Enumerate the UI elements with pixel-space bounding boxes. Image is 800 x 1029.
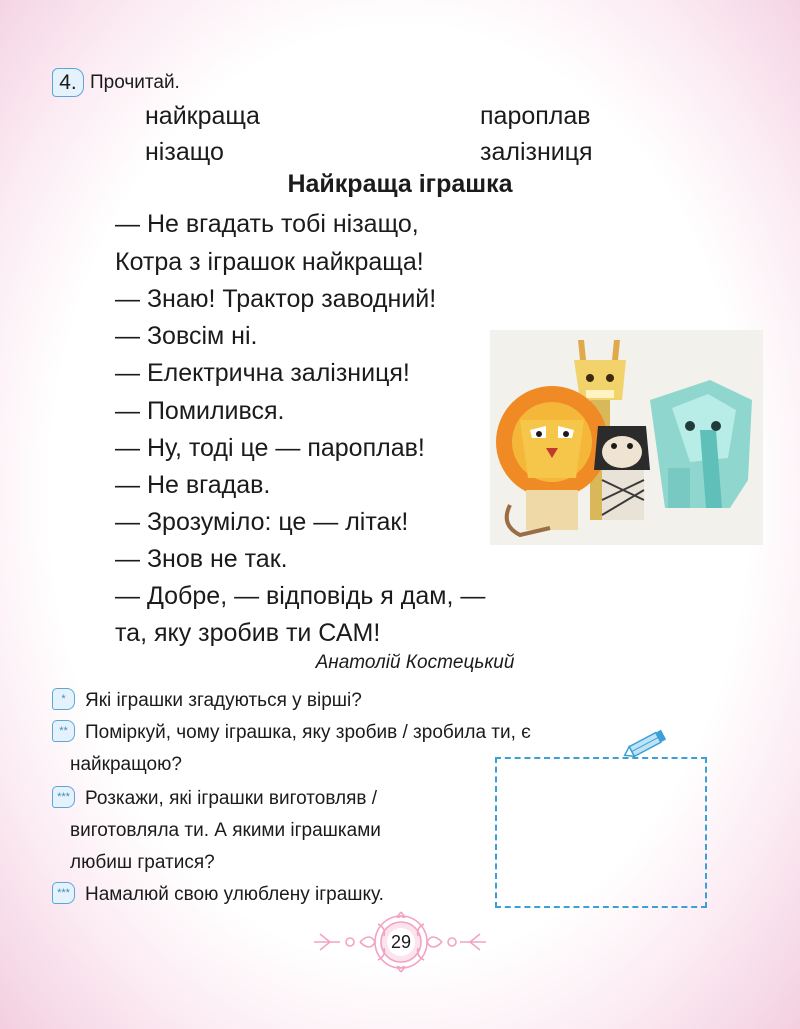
poem-line: — Помилився. xyxy=(115,397,285,425)
difficulty-stars-icon: *** xyxy=(52,786,75,808)
poem-line: — Знаю! Трактор заводний! xyxy=(115,285,437,313)
word-4: залізниця xyxy=(480,138,593,166)
question-2-line-1: Поміркуй, чому іграшка, яку зробив / зробила ти, є xyxy=(85,722,531,743)
question-3-line-1: Розкажи, які іграшки виготовляв / xyxy=(85,788,378,809)
word-3: нізащо xyxy=(145,138,224,166)
task-instruction: Прочитай. xyxy=(90,72,180,93)
monkey-toy xyxy=(594,426,650,520)
question-2-line-2: найкращою? xyxy=(70,754,182,775)
page-number: 29 xyxy=(387,928,415,956)
question-3-line-2: виготовляла ти. А якими іграшками xyxy=(70,820,381,841)
question-1: Які іграшки згадуються у вірші? xyxy=(85,690,362,711)
page-number-ornament xyxy=(300,910,500,982)
poem-title: Найкраща іграшка xyxy=(287,170,513,198)
drawing-area[interactable] xyxy=(495,757,707,908)
pencil-icon xyxy=(622,728,672,760)
poem-line: — Зрозуміло: це — літак! xyxy=(115,508,409,536)
difficulty-stars-icon: *** xyxy=(52,882,75,904)
poem-line: — Електрична залізниця! xyxy=(115,359,410,387)
task-number: 4. xyxy=(59,70,77,94)
poem-line: — Добре, — відповідь я дам, — xyxy=(115,582,486,610)
word-1: найкраща xyxy=(145,102,260,130)
poem-line: — Не вгадать тобі нізащо, xyxy=(115,210,419,238)
elephant-toy xyxy=(650,380,752,508)
difficulty-star-icon: * xyxy=(52,688,75,710)
poem-line: та, яку зробив ти САМ! xyxy=(115,619,381,647)
task-number-badge xyxy=(52,68,84,97)
poem-line: — Ну, тоді це — пароплав! xyxy=(115,434,425,462)
difficulty-stars-icon: ** xyxy=(52,720,75,742)
poem-line: — Зовсім ні. xyxy=(115,322,258,350)
word-2: пароплав xyxy=(480,102,591,130)
poem-line: — Знов не так. xyxy=(115,545,288,573)
poem-line: — Не вгадав. xyxy=(115,471,271,499)
question-3-line-3: любиш гратися? xyxy=(70,852,215,873)
poem-line: Котра з іграшок найкраща! xyxy=(115,248,424,276)
paper-toys-illustration xyxy=(490,330,763,545)
poem-author: Анатолій Костецький xyxy=(315,652,515,673)
question-4: Намалюй свою улюблену іграшку. xyxy=(85,884,384,905)
